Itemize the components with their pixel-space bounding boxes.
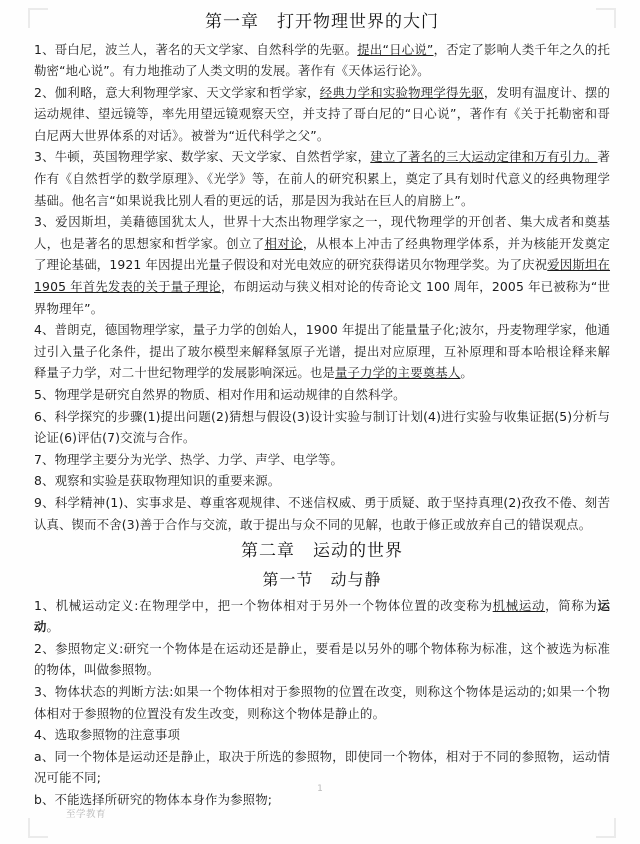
paragraph-item-3-newton <box>34 146 610 211</box>
paragraph-item-1 <box>34 39 610 82</box>
paragraph-c2-item-4: 4、选取参照物的注意事项 <box>34 727 180 743</box>
item-3-einstein-suffix: ，布朗运动与狭义相对论的传奇论文 100 周年，2005 年已被称为“世界物理年”。 <box>34 279 610 316</box>
item-1-prefix: 1、哥白尼，波兰人，著名的天文学家、自然科学的先驱。 <box>34 41 358 57</box>
footer-brand: 至学教育 <box>66 809 107 820</box>
document-content <box>34 6 610 811</box>
item-3-newton-prefix: 3、牛顿，英国物理学家、数学家、天文学家、自然哲学家， <box>34 149 371 165</box>
paragraph-item-8: 8、观察和实验是获取物理知识的重要来源。 <box>34 473 281 489</box>
paragraph-item-9: 9、科学精神(1)、实事求是、尊重客观规律、不迷信权威、勇于质疑、敢于坚持真理(2)孜孜不倦、刻苦认真、锲而不舍(3)善于合作与交流，敢于提出与众不同的见解，也敢于修正或放弃自己的错误观点。 <box>34 494 610 532</box>
item-2-underlined: 经典力学和实验物理学得先驱 <box>319 84 484 100</box>
paragraph-c2-item-2: 2、参照物定义:研究一个物体是在运动还是静止，要看是以另外的哪个物体称为标准，这个被选为标准的物体，叫做参照物。 <box>34 640 610 678</box>
chapter-2-section-1-title: 第一节 动与静 <box>262 569 382 589</box>
paragraph-c2-item-a: a、同一个物体是运动还是静止，取决于所选的参照物，即使同一个物体，相对于不同的参照物，运动情况可能不同; <box>34 748 610 786</box>
page-footer <box>0 784 640 844</box>
item-4-underlined: 量子力学的主要奠基人 <box>334 365 461 381</box>
item-2-prefix: 2、伽利略，意大利物理学家、天文学家和哲学家， <box>34 84 320 100</box>
item-3-einstein-prefix: 3、爱因斯坦，美藉德国犹太人，世界十大杰出物理学家之一，现代物理学的开创者、集大成者和奠基人，也是著名的思想家和哲学家。创立了 <box>34 214 610 251</box>
paragraph-c2-item-3: 3、物体状态的判断方法:如果一个物体相对于参照物的位置在改变，则称这个物体是运动的;如果一个物体相对于参照物的位置没有发生改变，则称这个物体是静止的。 <box>34 684 610 721</box>
item-1-suffix: ，否定了影响人类千年之久的托勒密“地心说”。有力地推动了人类文明的发展。著作有《天体运行论》。 <box>34 41 611 79</box>
c2-item-1-middle: ，简称为 <box>545 597 598 613</box>
page-number: 1 <box>317 784 323 794</box>
paragraph-item-2 <box>34 82 610 147</box>
paragraph-c2-item-b: b、不能选择所研究的物体本身作为参照物; <box>34 792 273 807</box>
item-4-prefix: 4、普朗克，德国物理学家，量子力学的创始人，1900 年提出了能量量子化;波尔，丹麦物理学家，他通过引入量子化条件，提出了玻尔模型来解释氢原子光谱，提出对应原理，互补原理和哥本哈根诠释来解释量子力学，对二十世纪物理学的发展影响深远。也是 <box>34 322 610 381</box>
item-4-suffix: 。 <box>460 365 473 381</box>
item-3-newton-suffix: 著作有《自然哲学的数学原理》、《光学》等，在前人的研究积累上，奠定了具有划时代意义的经典物理学基础。他名言“如果说我比别人看的更远的话，那是因为我站在巨人的肩膀上”。 <box>34 149 610 208</box>
item-3-newton-underlined: 建立了著名的三大运动定律和万有引力。 <box>370 149 598 165</box>
chapter-1-title: 第一章 打开物理世界的大门 <box>205 12 439 32</box>
paragraph-item-6: 6、科学探究的步骤(1)提出问题(2)猜想与假设(3)设计实验与制订计划(4)进行实验与收集证据(5)分析与论证(6)评估(7)交流与合作。 <box>34 408 610 446</box>
paragraph-item-5: 5、物理学是研究自然界的物质、相对作用和运动规律的自然科学。 <box>34 387 406 402</box>
item-2-suffix: ，发明有温度计、摆的运动规律、望远镜等，率先用望远镜观察天空，并支持了哥白尼的“日心说”，著作有《关于托勒密和哥白尼两大世界体系的对话》。被誉为“近代科学之父”。 <box>34 84 610 143</box>
item-3-einstein-underlined-1: 相对论 <box>264 235 303 251</box>
item-3-einstein-middle: ，从根本上冲击了经典物理学体系，并为核能开发奠定了理论基础，1921 年因提出光量子假设和对光电效应的研究获得诺贝尔物理学奖。为了庆祝 <box>34 235 610 273</box>
c2-item-1-prefix: 1、机械运动定义:在物理学中，把一个物体相对于另外一个物体位置的改变称为 <box>34 597 493 613</box>
paragraph-item-7: 7、物理学主要分为光学、热学、力学、声学、电学等。 <box>34 451 344 467</box>
paragraph-item-4 <box>34 319 610 384</box>
paragraph-c2-item-1 <box>34 595 610 638</box>
c2-item-1-bold: 运动 <box>34 597 610 635</box>
item-1-underlined: 提出“日心说” <box>357 41 434 57</box>
c2-item-1-underlined: 机械运动 <box>492 597 546 613</box>
item-3-einstein-underlined-2: 爱因斯坦在 1905 年首先发表的关于量子理论 <box>34 257 611 295</box>
paragraph-item-3-einstein <box>34 211 610 319</box>
chapter-2-title: 第二章 运动的世界 <box>241 541 403 562</box>
c2-item-1-suffix: 。 <box>46 619 60 635</box>
